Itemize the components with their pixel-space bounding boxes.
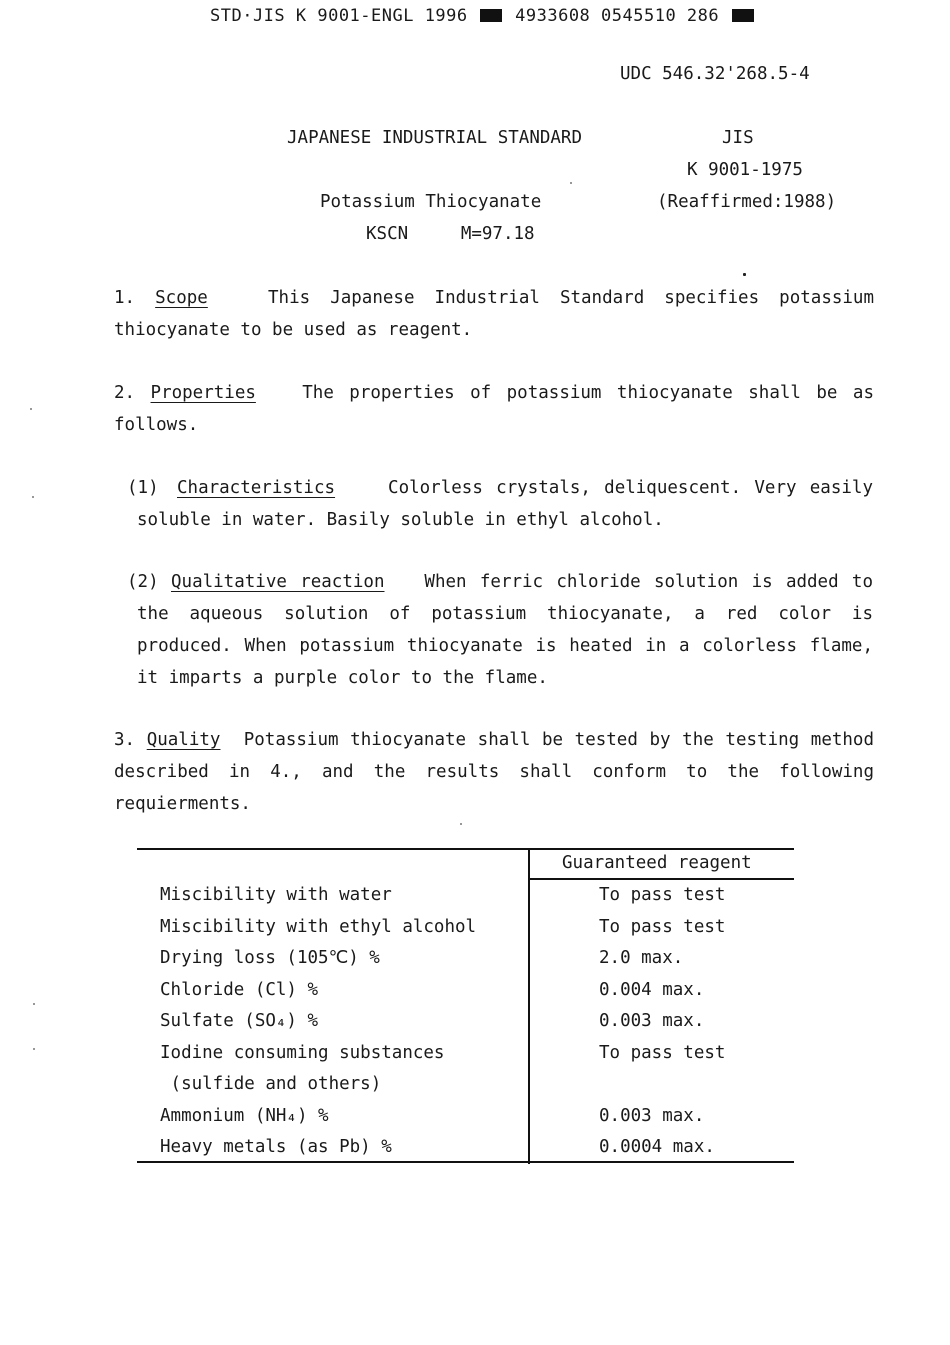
scan-speck [570,182,572,184]
scan-speck [30,408,32,410]
table-cell-value: To pass test [599,1043,726,1063]
section-number: 2. [114,383,136,403]
subsection-number: (1) [127,478,159,498]
section-heading: Scope [155,288,208,308]
table-cell-item: (sulfide and others) [160,1074,382,1094]
udc-number: UDC 546.32'268.5-4 [620,64,810,84]
subsection-heading: Characteristics [177,478,336,498]
scan-speck [33,1003,35,1005]
subsection-characteristics [127,472,873,536]
table-cell-value: 0.003 max. [599,1011,705,1031]
table-cell-item: Iodine consuming substances [160,1043,445,1063]
section-properties [114,377,874,441]
scan-speck [33,1048,35,1050]
section-heading: Properties [150,383,256,403]
scan-speck [32,496,34,498]
header-code-1: 4933608 [515,6,591,26]
table-header-rule [528,878,794,880]
table-bottom-rule [137,1161,794,1163]
table-cell-value: 0.0004 max. [599,1137,715,1157]
table-cell-value: 0.004 max. [599,980,705,1000]
table-cell-item: Chloride (Cl) % [160,980,319,1000]
scan-speck [460,823,462,825]
table-top-rule [137,848,794,850]
subsection-text: Colorless crystals, deliquescent. Very easily soluble in water. Basily soluble in ethyl alcohol. [137,478,873,530]
section-quality [114,724,874,820]
subsection-qualitative-reaction [127,566,874,694]
table-cell-value: To pass test [599,917,726,937]
header-code-prefix: STD·JIS K 9001-ENGL 1996 [210,6,468,26]
scan-speck [743,273,746,276]
product-name: Potassium Thiocyanate [320,192,542,212]
redaction-block [732,9,754,22]
table-cell-item: Miscibility with ethyl alcohol [160,917,477,937]
section-heading: Quality [146,730,221,750]
table-cell-item: Miscibility with water [160,885,392,905]
chemical-formula: KSCN M=97.18 [366,224,535,244]
table-cell-item: Drying loss (105℃) % [160,948,380,968]
section-scope [114,282,874,346]
table-cell-value: 0.003 max. [599,1106,705,1126]
section-text: This Japanese Industrial Standard specifies potassium thiocyanate to be used as reagent. [114,288,874,340]
standard-title: JAPANESE INDUSTRIAL STANDARD [287,128,583,148]
header-code-2: 0545510 286 [601,6,720,26]
table-cell-value: To pass test [599,885,726,905]
jis-number: K 9001-1975 [687,160,803,180]
section-text: The properties of potassium thiocyanate shall be as follows. [114,383,874,435]
section-text: Potassium thiocyanate shall be tested by the testing method described in 4., and the results shall conform to the following requierments. [114,730,874,814]
table-cell-item: Sulfate (SO₄) % [160,1011,319,1031]
section-number: 3. [114,730,136,750]
reaffirmed-date: (Reaffirmed:1988) [657,192,837,212]
table-cell-value: 2.0 max. [599,948,684,968]
jis-label: JIS [722,128,754,148]
section-number: 1. [114,288,136,308]
subsection-text: When ferric chloride solution is added to the aqueous solution of potassium thiocyanate, a red color is produced. When potassium thiocyanate is heated in a colorless flame, it imparts a purple color to the flame. [137,572,874,688]
table-cell-item: Ammonium (NH₄) % [160,1106,329,1126]
subsection-number: (2) [127,572,159,592]
document-header-code [210,6,756,26]
table-cell-item: Heavy metals (as Pb) % [160,1137,392,1157]
table-column-divider [528,848,530,1164]
subsection-heading: Qualitative reaction [171,572,385,592]
redaction-block [480,9,502,22]
table-column-header: Guaranteed reagent [562,853,752,873]
